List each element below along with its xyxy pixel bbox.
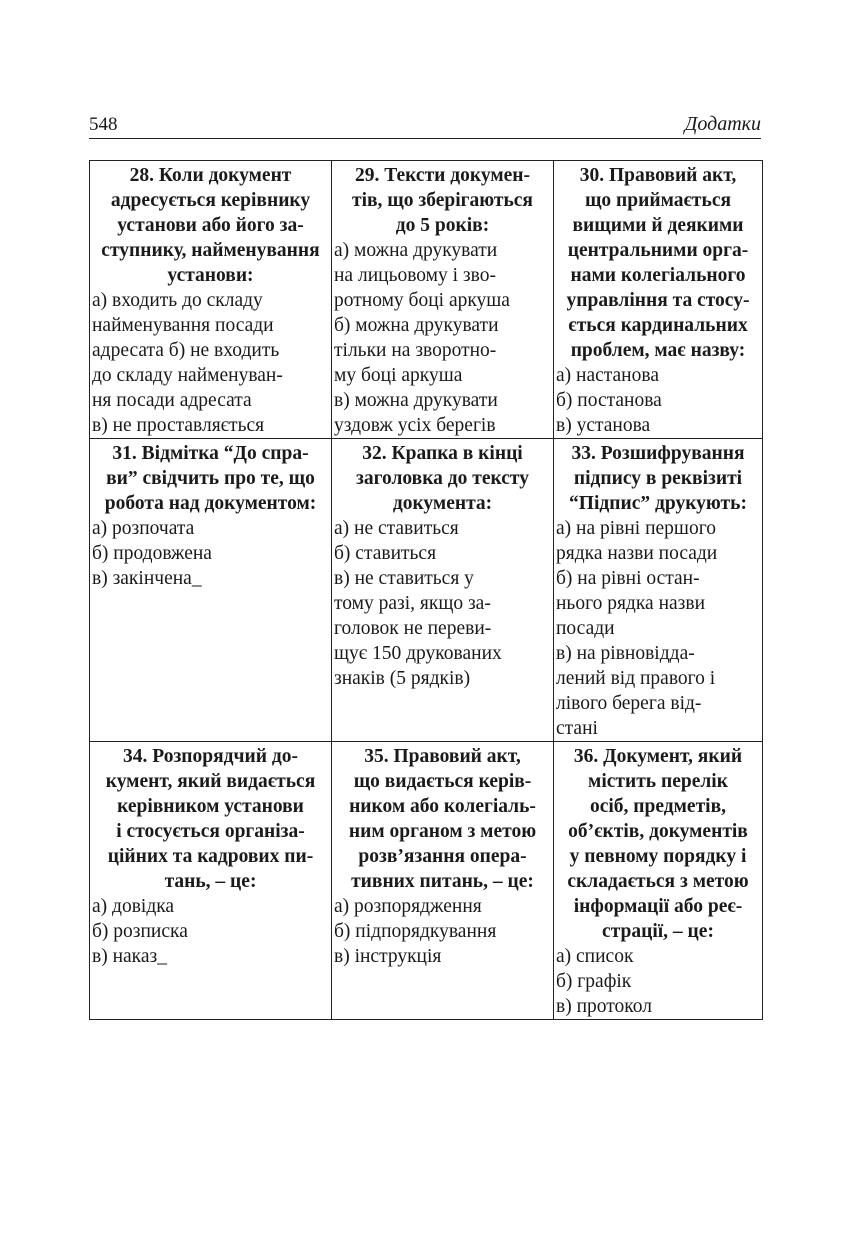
answer-options: а) настанова б) постанова в) установа (556, 365, 662, 436)
answer-options: а) не ставиться б) ставиться в) не ставиться у тому разі, якщо за- головок не переви- щує 150 друкованих знаків (5 рядків) (334, 518, 502, 689)
question-cell (90, 439, 332, 742)
question-cell (332, 742, 554, 1020)
answer-options: а) розпорядження б) підпорядкування в) інструкція (334, 896, 497, 967)
question-cell (90, 742, 332, 1020)
question-text: 35. Правовий акт, що видається керів- ником або колегіаль- ним органом з метою розв’язання опера- тивних питань, – це: (348, 746, 537, 892)
table-row (90, 439, 763, 742)
answer-options: а) можна друкувати на лицьовому і зво- ротному боці аркуша б) можна друкувати тільки на зворотно- му боці аркуша в) можна друкувати уздовж усіх берегів (334, 240, 510, 436)
question-text: 30. Правовий акт, що приймається вищими й деякими центральними орга- нами колегіального управління та стосу- ється кардинальних проблем, має назву: (566, 165, 750, 361)
answer-options: а) довідка б) розписка в) наказ_ (92, 896, 188, 967)
table-row (90, 742, 763, 1020)
question-text: 36. Документ, який містить перелік осіб, предметів, об’єктів, документів у певному порядку і складається з метою інформації або реє- страції, – це: (567, 746, 749, 942)
answer-options: а) розпочата б) продовжена в) закінчена_ (92, 518, 212, 589)
question-text: 34. Розпорядчий до- кумент, який видається керівником установи і стосується організа- ційних та кадрових пи- тань, – це: (105, 746, 316, 892)
question-text: 33. Розшифрування підпису в реквізиті “Підпис” друкують: (569, 443, 747, 514)
question-cell (554, 161, 763, 439)
question-text: 31. Відмітка “До спра- ви” свідчить про те, що робота над документом: (104, 443, 317, 514)
page-header (89, 112, 761, 139)
section-title: Додатки (684, 113, 761, 135)
quiz-table (89, 160, 763, 1020)
page-number: 548 (89, 114, 118, 135)
table-row (90, 161, 763, 439)
question-text: 28. Коли документ адресується керівнику установи або його за- ступнику, найменування установи: (101, 165, 320, 286)
question-text: 29. Тексти докумен- тів, що зберігаються до 5 років: (352, 165, 533, 236)
question-cell (554, 439, 763, 742)
answer-options: а) на рівні першого рядка назви посади б) на рівні остан- нього рядка назви посади в) на рівновіддa- лений від правого і лівого берега від- стані (556, 518, 718, 739)
question-text: 32. Крапка в кінці заголовка до тексту документа: (356, 443, 529, 514)
answer-options: а) входить до складу найменування посади адресата б) не входить до складу найменуван- ня посади адресата в) не проставляється (92, 290, 283, 436)
question-cell (554, 742, 763, 1020)
question-cell (332, 161, 554, 439)
question-cell (332, 439, 554, 742)
question-cell (90, 161, 332, 439)
answer-options: а) список б) графік в) протокол (556, 946, 652, 1017)
